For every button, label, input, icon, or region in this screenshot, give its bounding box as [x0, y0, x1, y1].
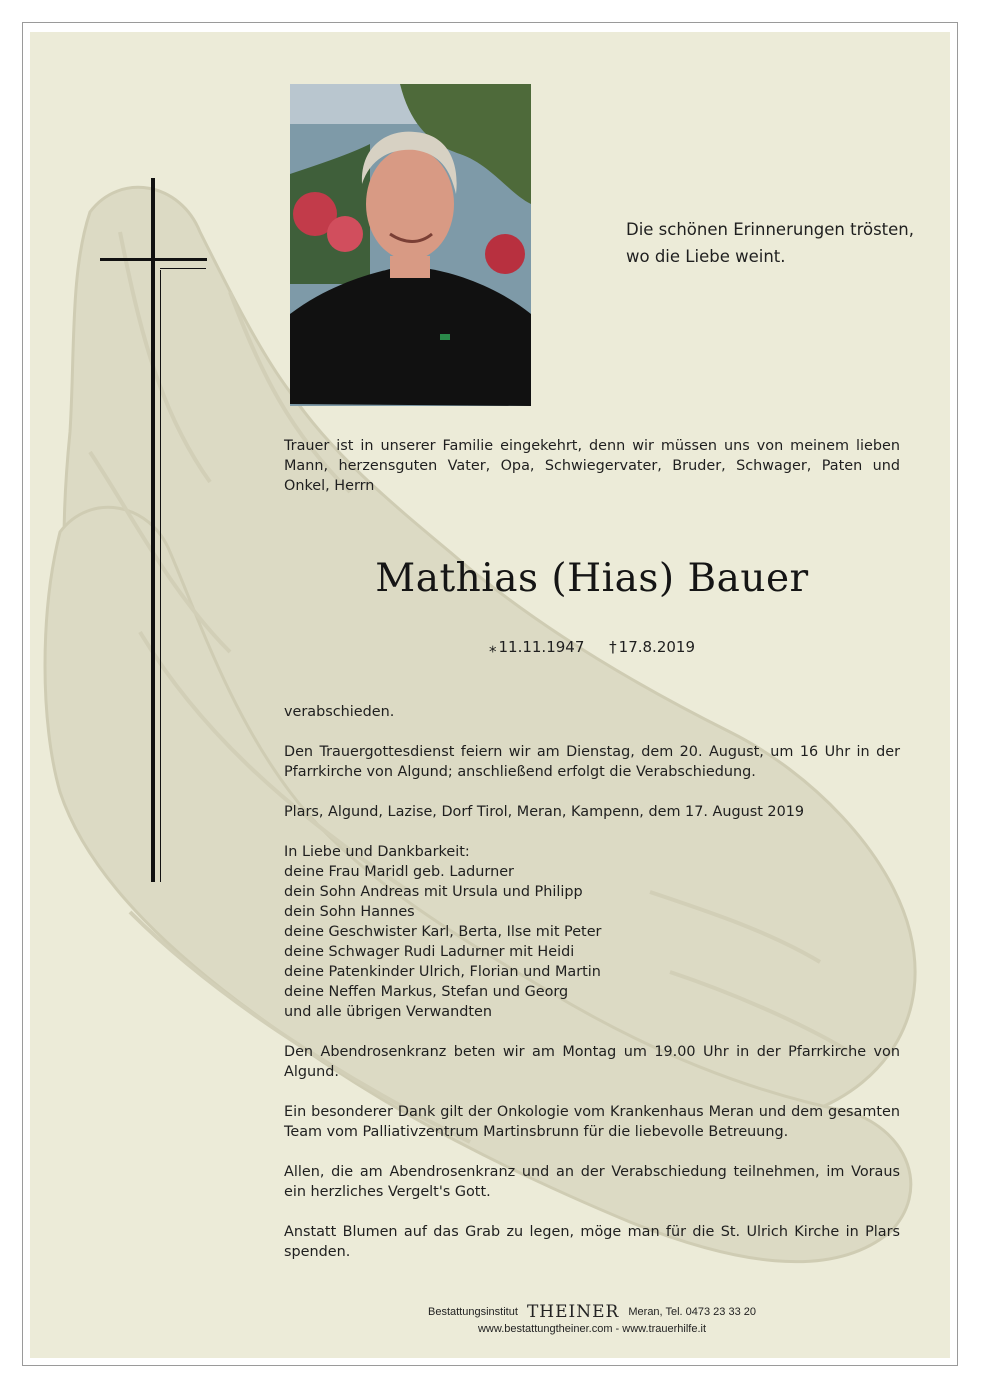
portrait-image — [290, 84, 531, 406]
rosary-paragraph: Den Abendrosenkranz beten wir am Montag um 19.00 Uhr in der Pfarrkirche von Algund. — [284, 1044, 900, 1080]
mourner-item: dein Sohn Andreas mit Ursula und Philipp — [284, 884, 583, 900]
funeral-home-logo: THEINER — [526, 1302, 620, 1322]
funeral-home-footer — [284, 1302, 900, 1335]
birth-date: 11.11.1947 — [498, 638, 585, 656]
portrait-photo — [290, 84, 531, 406]
death-date: 17.8.2019 — [618, 638, 695, 656]
quote-line-2: wo die Liebe weint. — [626, 247, 786, 266]
mourner-item: deine Schwager Rudi Ladurner mit Heidi — [284, 944, 575, 960]
footer-line-1 — [284, 1302, 900, 1322]
mourner-item: deine Frau Maridl geb. Ladurner — [284, 864, 514, 880]
cross-horizontal-beam — [100, 258, 207, 261]
mourners-heading: In Liebe und Dankbarkeit: — [284, 844, 470, 860]
cross-vertical-shadow — [160, 270, 161, 882]
gratitude-paragraph: Allen, die am Abendrosenkranz und an der Verabschiedung teilnehmen, im Voraus ein herzliches Vergelt's Gott. — [284, 1164, 900, 1200]
memorial-quote — [626, 216, 946, 270]
mourner-item: deine Patenkinder Ulrich, Florian und Martin — [284, 964, 601, 980]
cross-horizontal-shadow — [160, 268, 206, 269]
death-date-group — [609, 638, 695, 656]
farewell-text: verabschieden. — [284, 704, 395, 720]
donation-paragraph: Anstatt Blumen auf das Grab zu legen, möge man für die St. Ulrich Kirche in Plars spenden. — [284, 1224, 900, 1260]
footer-prefix: Bestattungsinstitut — [427, 1306, 518, 1318]
footer-websites[interactable]: www.bestattungtheiner.com - www.trauerhilfe.it — [477, 1323, 707, 1335]
life-dates — [284, 638, 900, 656]
mourner-item: deine Geschwister Karl, Berta, Ilse mit Peter — [284, 924, 602, 940]
place-date: Plars, Algund, Lazise, Dorf Tirol, Meran, Kampenn, dem 17. August 2019 — [284, 804, 805, 820]
service-paragraph: Den Trauergottesdienst feiern wir am Dienstag, dem 20. August, um 16 Uhr in der Pfarrkirche von Algund; anschließend erfolgt die Verabschiedung. — [284, 744, 900, 780]
mourners-block — [284, 842, 900, 1022]
mourner-item: und alle übrigen Verwandten — [284, 1004, 493, 1020]
thanks-paragraph: Ein besonderer Dank gilt der Onkologie vom Krankenhaus Meran und dem gesamten Team vom Palliativzentrum Martinsbrunn für die liebevolle Betreuung. — [284, 1104, 900, 1140]
mourner-item: deine Neffen Markus, Stefan und Georg — [284, 984, 569, 1000]
quote-line-1: Die schönen Erinnerungen trösten, — [626, 220, 915, 239]
cross-vertical-beam — [151, 178, 155, 882]
obituary-card — [30, 32, 950, 1358]
obituary-body — [284, 702, 900, 1262]
birth-symbol: ⁎ — [488, 638, 497, 656]
mourner-item: dein Sohn Hannes — [284, 904, 415, 920]
footer-contact: Meran, Tel. 0473 23 33 20 — [628, 1306, 756, 1318]
death-symbol: † — [609, 638, 617, 656]
intro-paragraph: Trauer ist in unserer Familie eingekehrt, denn wir müssen uns von meinem lieben Mann, herzensguten Vater, Opa, Schwiegervater, Bruder, Schwager, Paten und Onkel, Herrn — [284, 438, 900, 494]
deceased-name: Mathias (Hias) Bauer — [375, 556, 809, 601]
birth-date-group — [489, 638, 589, 656]
